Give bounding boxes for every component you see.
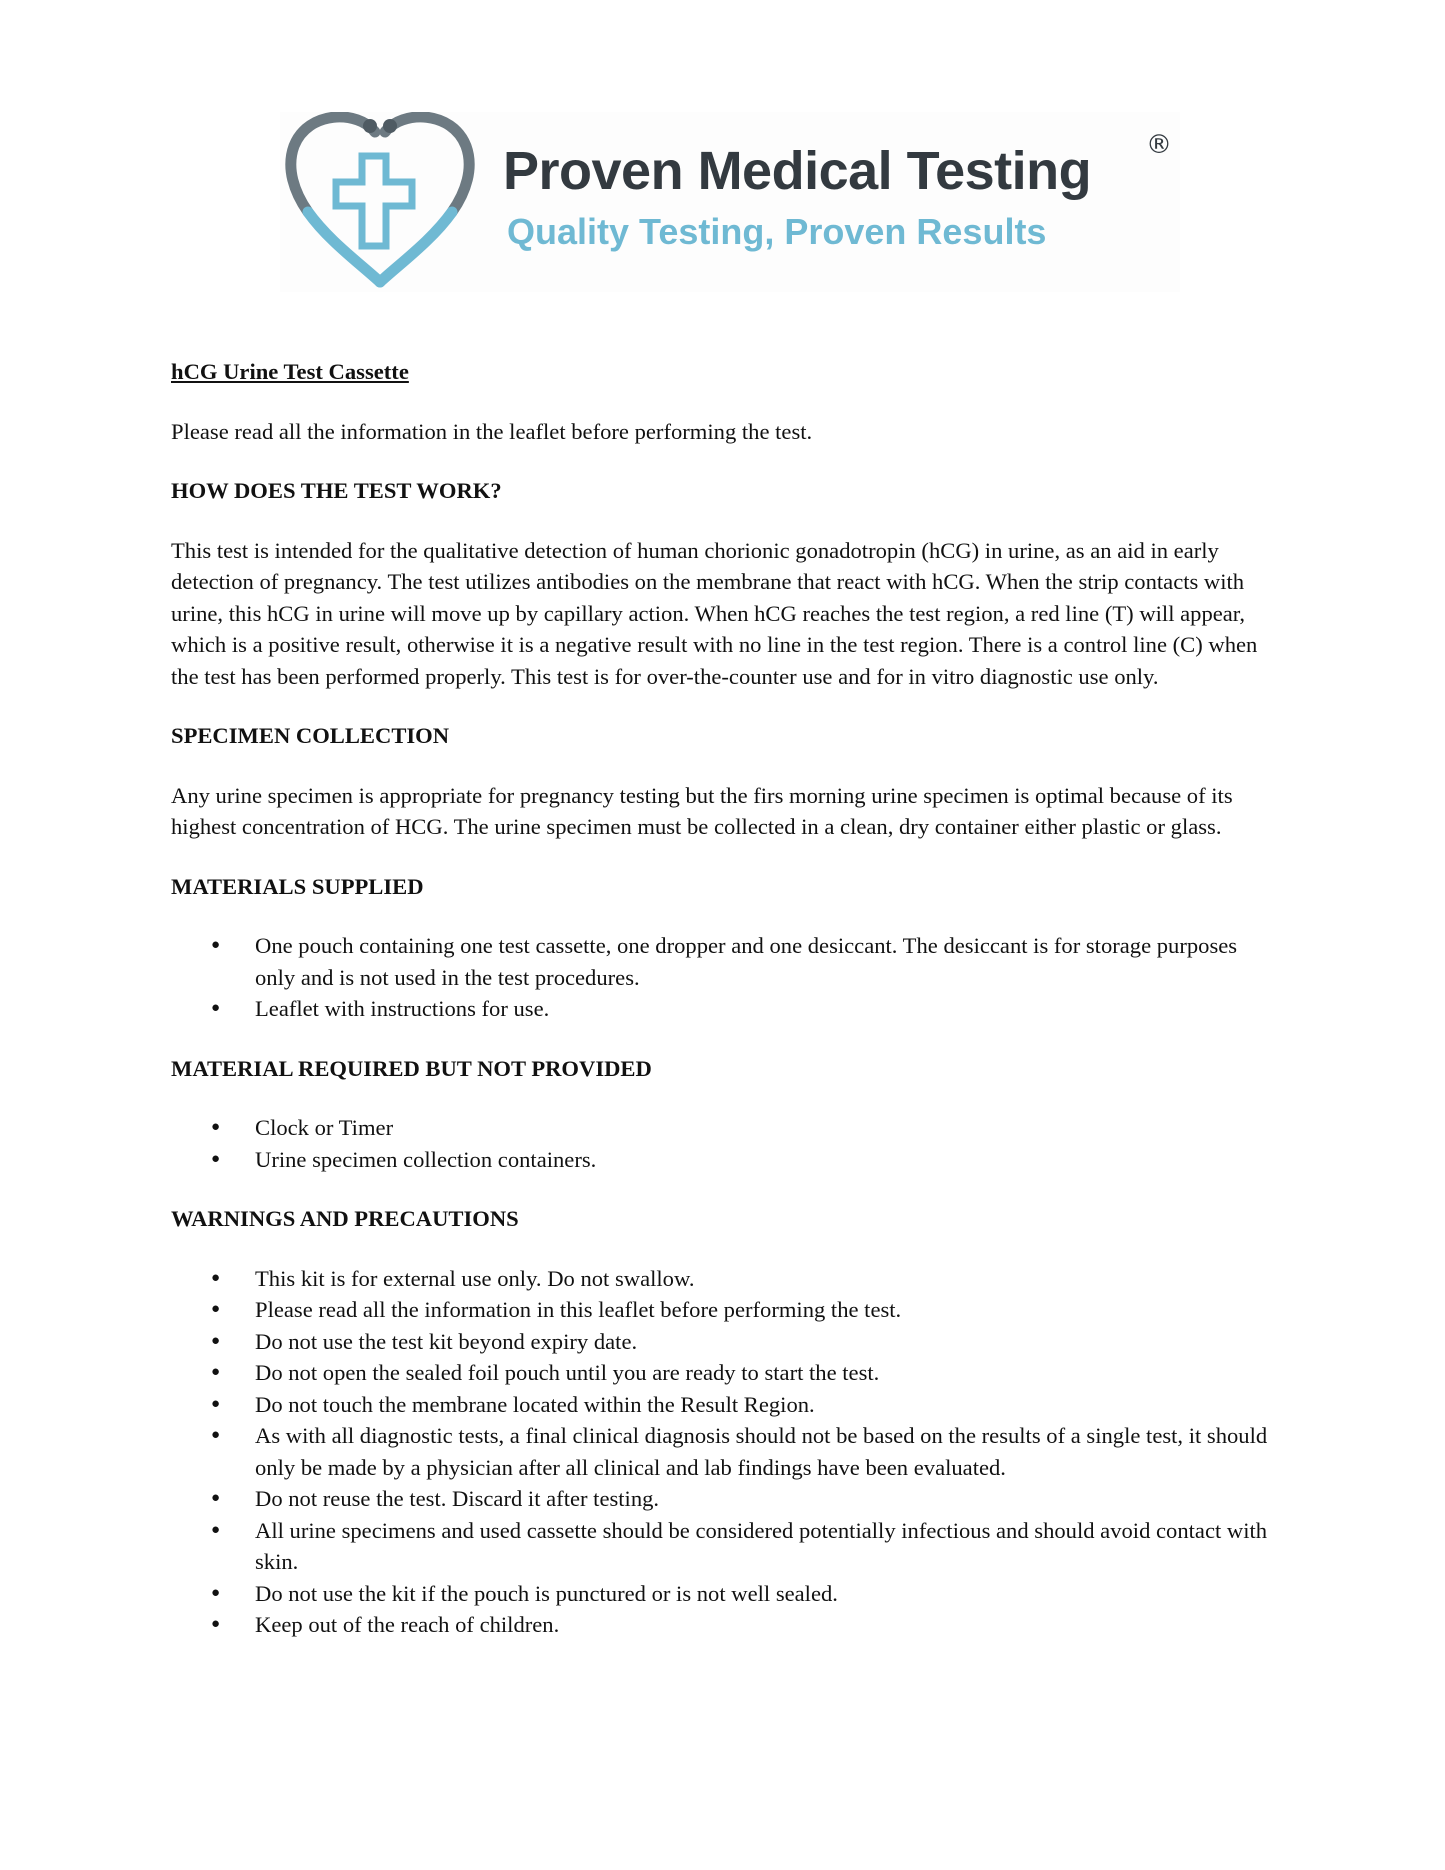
document-title: hCG Urine Test Cassette — [171, 359, 409, 384]
list-item: ● Leaflet with instructions for use. — [255, 993, 1281, 1025]
list-item: ● Please read all the information in this leaflet before performing the test. — [255, 1294, 1281, 1326]
warnings-heading: WARNINGS AND PRECAUTIONS — [171, 1206, 519, 1231]
warnings-list — [171, 1263, 1281, 1641]
brand-logo — [280, 112, 1180, 292]
list-item: ● Keep out of the reach of children. — [255, 1609, 1281, 1641]
specimen-collection-heading: SPECIMEN COLLECTION — [171, 723, 450, 748]
list-item: ● All urine specimens and used cassette should be considered potentially infectious and should avoid contact with skin. — [255, 1515, 1281, 1578]
how-it-works-paragraph: This test is intended for the qualitative detection of human chorionic gonadotropin (hCG) in urine, as an aid in early detection of pregnancy. The test utilizes antibodies on the membrane that react with hCG. When the strip contacts with urine, this hCG in urine will move up by capillary action. When hCG reaches the test region, a red line (T) will appear, which is a positive result, otherwise it is a negative result with no line in the test region. There is a control line (C) when the test has been performed properly. This test is for over-the-counter use and for in vitro diagnostic use only. — [171, 537, 1258, 689]
materials-supplied-heading: MATERIALS SUPPLIED — [171, 873, 424, 899]
leaflet-content — [171, 356, 1281, 1669]
list-item: ● Do not reuse the test. Discard it after testing. — [255, 1483, 1281, 1515]
list-item: ● As with all diagnostic tests, a final clinical diagnosis should not be based on the results of a single test, it should only be made by a physician after all clinical and lab findings have been evaluated. — [255, 1420, 1281, 1483]
intro-paragraph: Please read all the information in the leaflet before performing the test. — [171, 418, 813, 444]
registered-mark: ® — [1146, 130, 1172, 160]
specimen-collection-paragraph: Any urine specimen is appropriate for pregnancy testing but the firs morning urine specimen is optimal because of its highest concentration of HCG. The urine specimen must be collected in a clean, dry container either plastic or glass. — [171, 782, 1233, 839]
brand-name: Proven Medical Testing — [503, 141, 1092, 201]
list-item: ● Do not touch the membrane located within the Result Region. — [255, 1389, 1281, 1421]
brand-tagline: Quality Testing, Proven Results — [507, 211, 1047, 252]
heart-cross-stethoscope-icon — [280, 112, 480, 292]
list-item: ● Do not open the sealed foil pouch until you are ready to start the test. — [255, 1357, 1281, 1389]
list-item: ● Do not use the test kit beyond expiry date. — [255, 1326, 1281, 1358]
materials-required-heading: MATERIAL REQUIRED BUT NOT PROVIDED — [171, 1055, 652, 1081]
list-item: ● Urine specimen collection containers. — [255, 1144, 1281, 1176]
list-item: ● Clock or Timer — [255, 1112, 1281, 1144]
list-item: ● One pouch containing one test cassette, one dropper and one desiccant. The desiccant is for storage purposes only and is not used in the test procedures. — [255, 930, 1281, 993]
how-it-works-heading: HOW DOES THE TEST WORK? — [171, 478, 502, 503]
materials-required-list — [171, 1112, 1281, 1175]
materials-supplied-list — [171, 930, 1281, 1025]
list-item: ● This kit is for external use only. Do not swallow. — [255, 1263, 1281, 1295]
list-item: ● Do not use the kit if the pouch is punctured or is not well sealed. — [255, 1578, 1281, 1610]
